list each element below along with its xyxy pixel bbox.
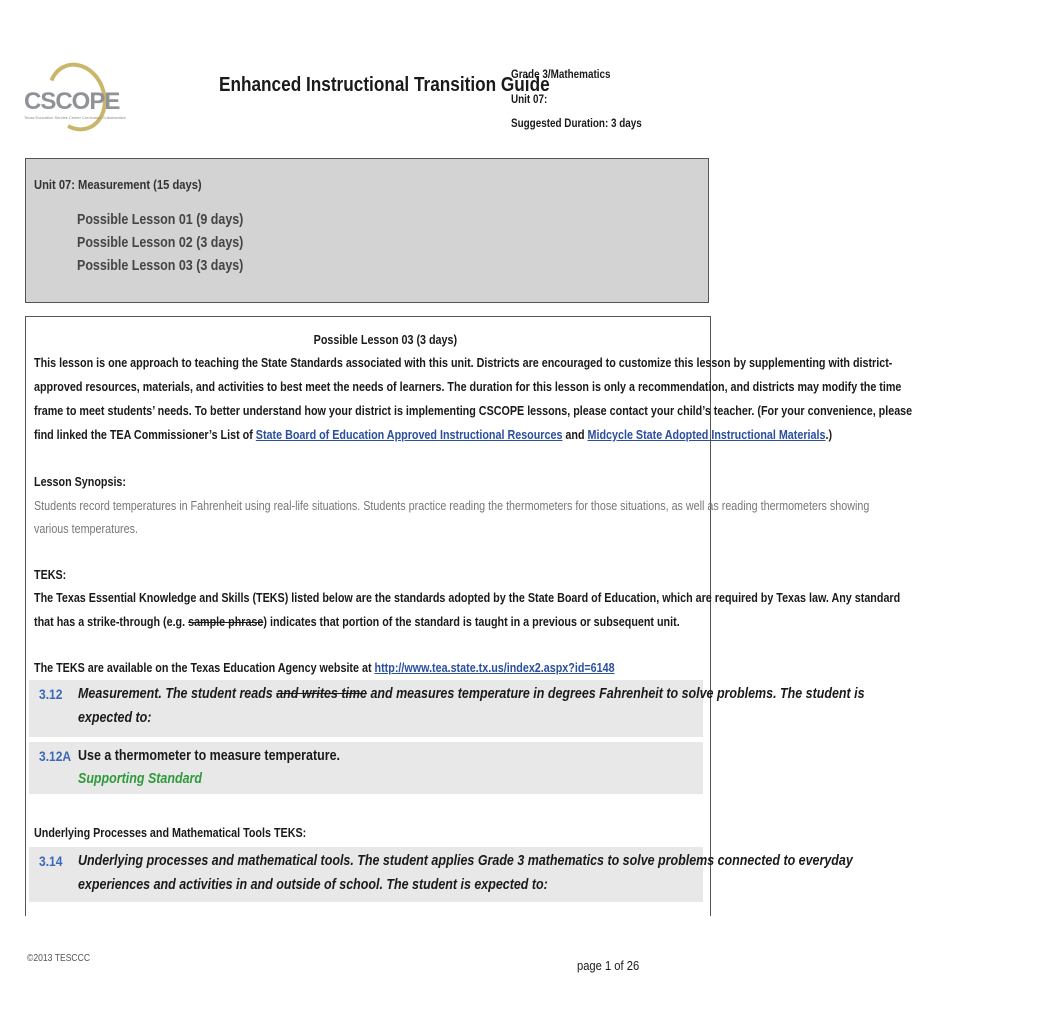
standard-text: Underlying processes and mathematical tools. The student applies Grade 3 mathematics to solve problems connected to everyday [78,853,853,869]
teks-description: that has a strike-through (e.g. sample phrase) indicates that portion of the standard is taught in a previous or subsequent unit. [34,615,680,629]
lesson-item: Possible Lesson 01 (9 days) [77,212,244,228]
standard-row [29,680,865,737]
midcycle-materials-link[interactable]: Midcycle State Adopted Instructional Materials [587,428,826,442]
teks-description: The Texas Essential Knowledge and Skills (TEKS) listed below are the standards adopted by the State Board of Education, which are required by Texas law. Any standard [34,591,901,605]
document-title: Enhanced Instructional Transition Guide [219,74,550,96]
unit-name: Measurement (15 days) [78,177,202,192]
lesson-item: Possible Lesson 02 (3 days) [77,235,244,251]
approved-resources-link[interactable]: State Board of Education Approved Instructional Resources [255,428,563,442]
standard-code: 3.12A [39,748,72,764]
copyright: ©2013 TESCCC [27,953,91,964]
standard-code: 3.14 [39,853,63,869]
intro-line-links: find linked the TEA Commissioner’s List of State Board of Education Approved Instructional Resources and Midcycle State Adopted Instructional Materials.) [34,428,833,442]
intro-line: approved resources, materials, and activities to best meet the needs of learners. The duration for this lesson is only a recommendation, and districts may modify the time [34,380,902,394]
duration-label: Suggested Duration: 3 days [511,118,642,130]
unit-number: Unit 07: [34,177,75,192]
lesson-item: Possible Lesson 03 (3 days) [77,258,244,274]
standard-row [29,742,703,794]
intro-line: This lesson is one approach to teaching the State Standards associated with this unit. Districts are encouraged to customize this lesson by supplementing with district- [34,356,893,370]
synopsis-heading: Lesson Synopsis: [34,475,127,489]
standard-text: Measurement. The student reads and writes time and measures temperature in degrees Fahrenheit to solve problems. The student is [78,686,865,702]
standard-text: Use a thermometer to measure temperature. [78,748,340,764]
logo-tagline: Texas Education Service Center Curriculum Collaborative [24,115,126,120]
standard-code: 3.12 [39,686,63,702]
intro-line: frame to meet students’ needs. To better understand how your district is implementing CSCOPE lessons, please contact your child’s teacher. (For your convenience, please [34,404,913,418]
lesson-title: Possible Lesson 03 (3 days) [313,333,457,347]
standard-text: experiences and activities in and outside of school. The student is expected to: [78,877,548,893]
page-number: page 1 of 26 [577,958,640,973]
teks-heading: TEKS: [34,568,67,582]
grade-label: Grade 3/Mathematics [511,69,611,81]
logo-wordmark: CSCOPE [24,88,120,115]
cscope-logo [22,60,126,130]
synopsis-text: various temperatures. [34,522,138,536]
underlying-heading: Underlying Processes and Mathematical Tools TEKS: [34,826,307,840]
teks-website: The TEKS are available on the Texas Education Agency website at http://www.tea.state.tx.us/index2.aspx?id=6148 [34,661,615,675]
unit-label: Unit 07: [511,94,548,106]
tea-website-link[interactable]: http://www.tea.state.tx.us/index2.aspx?id=6148 [374,661,615,675]
standard-type-label: Supporting Standard [78,771,203,787]
unit-summary-box [25,158,709,303]
standard-text: expected to: [78,710,152,726]
synopsis-text: Students record temperatures in Fahrenheit using real-life situations. Students practice reading the thermometers for those situations, as well as reading thermometers showing [34,499,870,513]
standard-row [29,847,853,902]
